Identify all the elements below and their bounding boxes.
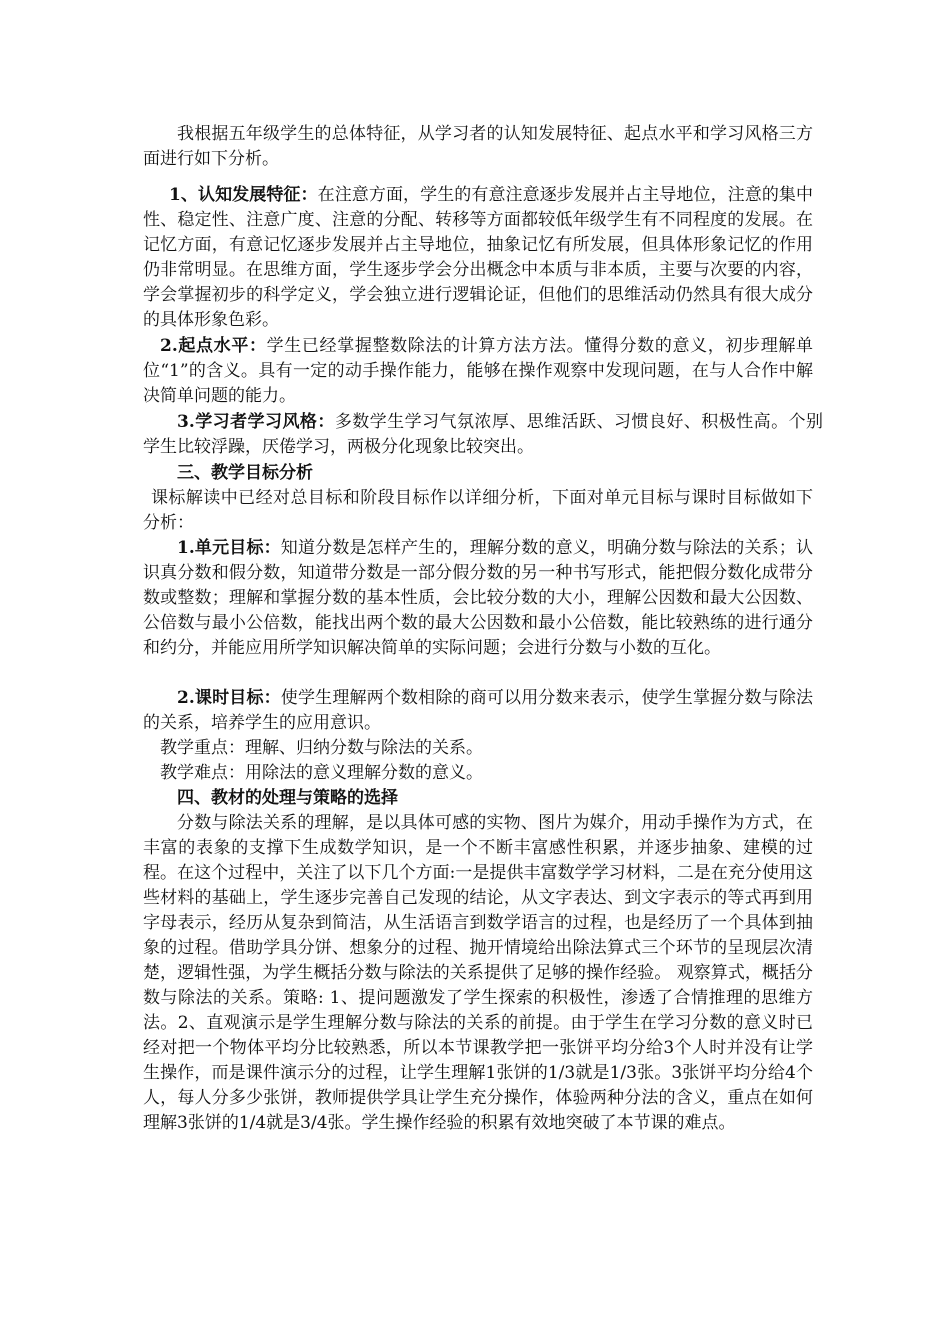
style-paragraph [143,410,823,460]
difficulty-line: 教学难点：用除法的意义理解分数的意义。 [160,763,483,783]
goals-intro-paragraph: 课标解读中已经对总目标和阶段目标作以详细分析，下面对单元目标与课时目标做如下分析： [143,488,813,533]
starting-text: 学生已经掌握整数除法的计算方法方法。懂得分数的意义，初步理解单位“1”的含义。具有一定的动手操作能力，能够在操作观察中发现问题，在与人合作中解决简单问题的能力。 [143,336,813,406]
section-heading-4: 四、教材的处理与策略的选择 [177,788,398,808]
intro-paragraph: 我根据五年级学生的总体特征，从学习者的认知发展特征、起点水平和学习风格三方面进行如下分析。 [143,124,813,169]
section-heading-3: 三、教学目标分析 [177,463,313,483]
starting-label: 2.起点水平： [160,336,267,356]
starting-paragraph [143,334,813,409]
lesson-goal-label: 2.课时目标： [177,688,281,708]
style-text: 多数学生学习气氛浓厚、思维活跃、习惯良好、积极性高。个别学生比较浮躁，厌倦学习，两极分化现象比较突出。 [143,412,823,457]
cognitive-label: 1、认知发展特征： [169,185,318,205]
unit-goal-paragraph [143,536,813,661]
style-label: 3.学习者学习风格： [177,412,335,432]
unit-goal-text: 知道分数是怎样产生的，理解分数的意义，明确分数与除法的关系；认识真分数和假分数，知道带分数是一部分假分数的另一种书写形式，能把假分数化成带分数或整数；理解和掌握分数的基本性质，会比较分数的大小，理解公因数和最大公因数、公倍数与最小公倍数，能找出两个数的最大公因数和最小公倍数，能比较熟练的进行通分和约分，并能应用所学知识解决简单的实际问题；会进行分数与小数的互化。 [143,538,814,658]
cognitive-paragraph [143,183,813,333]
lesson-goal-paragraph [143,686,813,736]
lesson-goal-text: 使学生理解两个数相除的商可以用分数来表示，使学生掌握分数与除法的关系，培养学生的应用意识。 [143,688,814,733]
strategy-paragraph: 分数与除法关系的理解，是以具体可感的实物、图片为媒介，用动手操作为方式，在丰富的表象的支撑下生成数学知识，是一个不断丰富感性积累，并逐步抽象、建模的过程。在这个过程中，关注了以下几个方面:一是提供丰富数学学习材料，二是在充分使用这些材料的基础上，学生逐步完善自己发现的结论，从文字表达、到文字表示的等式再到用字母表示，经历从复杂到简洁，从生活语言到数学语言的过程，也是经历了一个具体到抽象的过程。借助学具分饼、想象分的过程、抛开情境给出除法算式三个环节的呈现层次清楚，逻辑性强，为学生概括分数与除法的关系提供了足够的操作经验。 观察算式，概括分数与除法的关系。策略: 1、提问题激发了学生探索的积极性，渗透了合情推理的思维方法。2、直观演示是学生理解分数与除法的关系的前提。由于学生在学习分数的意义时已经对把一个物体平均分比较熟悉，所以本节课教学把一张饼平均分给3个人时并没有让学生操作，而是课件演示分的过程，让学生理解1张饼的1/3就是1/3张。3张饼平均分给4个人，每人分多少张饼，教师提供学具让学生充分操作，体验两种分法的含义，重点在如何理解3张饼的1/4就是3/4张。学生操作经验的积累有效地突破了本节课的难点。 [143,813,813,1133]
key-point-line: 教学重点：理解、归纳分数与除法的关系。 [160,738,483,758]
unit-goal-label: 1.单元目标： [177,538,281,558]
cognitive-text: 在注意方面，学生的有意注意逐步发展并占主导地位，注意的集中性、稳定性、注意广度、注意的分配、转移等方面都较低年级学生有不同程度的发展。在记忆方面，有意记忆逐步发展并占主导地位，抽象记忆有所发展，但具体形象记忆的作用仍非常明显。在思维方面，学生逐步学会分出概念中本质与非本质，主要与次要的内容，学会掌握初步的科学定义，学会独立进行逻辑论证，但他们的思维活动仍然具有很大成分的具体形象色彩。 [143,185,813,330]
